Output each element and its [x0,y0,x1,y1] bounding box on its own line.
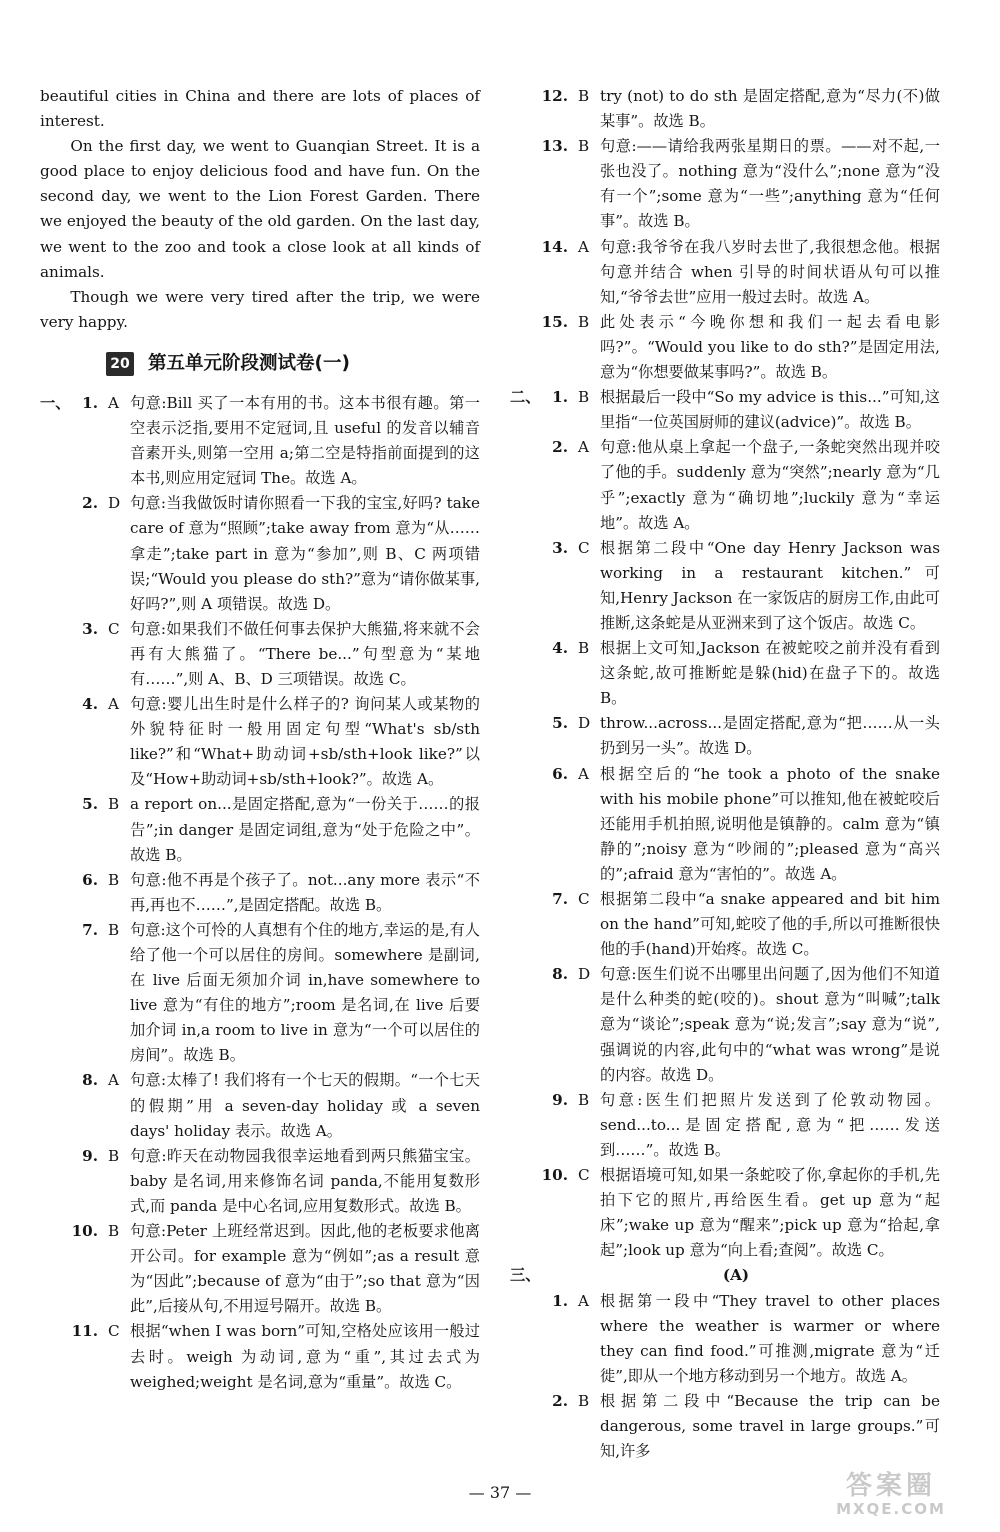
item-number: 4. [552,639,568,658]
section-label [40,1319,62,1394]
item-explanation: 句意:我爷爷在我八岁时去世了,我很想念他。根据句意并结合 when 引导的时间状语从句可以推知,“爷爷去世”应用一般过去时。故选 A。 [600,237,940,306]
answer-item [40,1144,480,1219]
answer-item [510,762,940,887]
answer-item [510,385,940,435]
watermark-line-2: MXQE.COM [836,1500,946,1518]
item-number: 9. [552,1090,568,1109]
item-explanation: 根据上文可知,Jackson 在被蛇咬之前并没有看到这条蛇,故可推断蛇是躲(hid)在盘子下的。故选 B。 [600,639,940,708]
answer-item [40,792,480,867]
item-explanation: 句意:医生们说不出哪里出问题了,因为他们不知道是什么种类的蛇(咬的)。shout 意为“叫喊”;talk 意为“谈论”;speak 意为“说;发言”;say 意为“说”,强调说的内容,此句中的“what was wrong”是说的内容。故选 D。 [600,965,940,1084]
answer-item [510,962,940,1087]
item-answer: D [578,965,591,984]
answer-item [510,1389,940,1464]
item-number: 2. [552,438,568,457]
item-explanation: 句意:Bill 买了一本有用的书。这本书很有趣。第一空表示泛指,要用不定冠词,且 useful 的发音以辅音音素开头,则第一空用 a;第二空是特指前面提到的这本书,则应用定冠词 The。故选 A。 [130,393,480,488]
item-answer: B [108,870,120,889]
item-explanation: 此处表示“今晚你想和我们一起去看电影吗?”。“Would you like to do sth?”是固定用法,意为“你想要做某事吗?”。故选 B。 [600,312,940,382]
item-explanation: 句意:昨天在动物园我很幸运地看到两只熊猫宝宝。baby 是名词,用来修饰名词 panda,不能用复数形式,而 panda 是中心名词,应用复数形式。故选 B。 [130,1146,480,1215]
answer-item [510,711,940,761]
item-answer: D [108,494,121,513]
item-number: 1. [552,1291,568,1310]
item-answer: C [578,1166,590,1185]
section-label [510,887,532,962]
item-answer: C [578,538,590,557]
item-answer: C [108,1322,120,1341]
answer-item [40,1219,480,1319]
item-answer: A [108,393,119,412]
section-label [40,1144,62,1219]
item-number: 5. [82,795,98,814]
section-label [40,918,62,1069]
section-label [510,84,532,134]
item-answer: C [578,890,590,908]
right-answer-list-1 [510,84,940,385]
section-label [40,868,62,918]
item-answer: B [108,1146,120,1165]
item-answer: A [578,764,589,783]
item-answer: D [578,714,591,733]
item-number: 2. [552,1391,568,1410]
answer-item [510,887,940,962]
item-number: 9. [82,1146,98,1165]
item-number: 13. [541,137,568,156]
answer-item [510,1289,940,1389]
answer-item [40,617,480,692]
answer-item [510,235,940,310]
item-explanation: 根据第一段中“They travel to other places where the weather is warmer or where they can find food.”可推测,migrate 意为“迁徙”,即从一个地方移动到另一个地方。故选 A。 [600,1291,940,1385]
item-explanation: throw...across...是固定搭配,意为“把……从一头扔到另一头”。故选 D。 [600,714,940,758]
item-explanation: 句意:Peter 上班经常迟到。因此,他的老板要求他离开公司。for example 意为“例如”;as a result 意为“因此”;because of 意为“由于”;so that 意为“因此”,后接从句,不用逗号隔开。故选 B。 [130,1222,480,1316]
item-number: 3. [82,619,98,638]
item-answer: B [578,388,590,407]
item-answer: A [578,237,589,256]
item-answer: A [108,695,119,714]
item-number: 1. [552,388,568,407]
section-label [510,962,532,1087]
item-explanation: 根据最后一段中“So my advice is this...”可知,这里指“一位英国厨师的建议(advice)”。故选 B。 [600,388,940,432]
intro-paragraph-1: beautiful cities in China and there are lots of places of interest. [40,87,480,131]
section-label [510,134,532,234]
item-explanation: 句意:他从桌上拿起一个盘子,一条蛇突然出现并咬了他的手。suddenly 意为“突然”;nearly 意为“几乎”;exactly 意为“确切地”;luckily 意为“幸运地”。故选 A。 [600,438,940,532]
item-explanation: 句意:他不再是个孩子了。not...any more 表示“不再,再也不……”,是固定搭配。故选 B。 [130,870,480,914]
item-number: 12. [541,87,568,105]
answer-item [510,435,940,535]
item-number: 15. [541,312,568,331]
section-label [40,792,62,867]
section-label [40,617,62,692]
item-explanation: 根据语境可知,如果一条蛇咬了你,拿起你的手机,先拍下它的照片,再给医生看。get up 意为“起床”;wake up 意为“醒来”;pick up 意为“拾起,拿起”;look up 意为“向上看;查阅”。故选 C。 [600,1166,940,1260]
section-badge: 20 [106,352,134,376]
answer-item [510,1088,940,1163]
answer-item [40,1068,480,1143]
right-answer-list-2 [510,385,940,1263]
section-label [510,762,532,887]
item-explanation: 句意:婴儿出生时是什么样子的? 询问某人或某物的外貌特征时一般用固定句型“What's sb/sth like?”和“What+助动词+sb/sth+look like?”以及“How+助动词+sb/sth+look?”。故选 A。 [130,695,480,789]
left-column [40,84,480,1395]
intro-paragraph-2: On the first day, we went to Guanqian Street. It is a good place to enjoy delicious food and have fun. On the second day, we went to the Lion Forest Garden. There we enjoyed the beauty of the old garden. On the last day, we went to the zoo and took a close look at all kinds of animals. [40,137,480,281]
answer-item [40,868,480,918]
section-label [40,1068,62,1143]
item-explanation: 句意:医生们把照片发送到了伦敦动物园。send...to...是固定搭配,意为“把……发送到……”。故选 B。 [600,1090,940,1159]
item-answer: B [578,137,590,156]
item-number: 7. [82,920,98,939]
item-answer: B [108,920,120,939]
item-number: 8. [552,965,568,984]
item-answer: B [578,1391,590,1410]
item-number: 11. [71,1322,98,1341]
page-number: — 37 — [468,1483,532,1502]
item-explanation: 根据第二段中“a snake appeared and bit him on the hand”可知,蛇咬了他的手,所以可推断很快他的手(hand)开始疼。故选 C。 [600,890,940,959]
left-answer-list [40,391,480,1395]
item-number: 4. [82,695,98,714]
item-number: 10. [71,1222,98,1241]
section-three-label: 三、 [510,1266,541,1285]
answer-item [510,310,940,385]
item-explanation: 句意:——请给我两张星期日的票。——对不起,一张也没了。nothing 意为“没什么”;none 意为“没有一个”;some 意为“一些”;anything 意为“任何事”。故选 B。 [600,137,940,231]
section-label [40,692,62,792]
item-number: 8. [82,1071,98,1090]
item-explanation: try (not) to do sth 是固定搭配,意为“尽力(不)做某事”。故选 B。 [600,87,940,131]
watermark-logo [796,1472,986,1522]
item-answer: B [578,312,590,331]
item-number: 6. [552,764,568,783]
section-label: 二、 [510,388,541,407]
answer-item [510,84,940,134]
intro-paragraph-3: Though we were very tired after the trip, we were very happy. [40,287,480,331]
item-explanation: 根据第二段中“One day Henry Jackson was working in a restaurant kitchen.”可知,Henry Jackson 在一家饭店的厨房工作,由此可推断,这条蛇是从亚洲来到了这个饭店。故选 C。 [600,538,940,632]
answer-item [510,1163,940,1263]
right-column [510,84,940,1464]
answer-item [40,692,480,792]
item-explanation: 句意:这个可怜的人真想有个住的地方,幸运的是,有人给了他一个可以居住的房间。somewhere 是副词,在 live 后面无须加介词 in,have somewhere to live 意为“有住的地方”;room 是名词,在 live 后要加介词 in,a room to live in 意为“一个可以居住的房间”。故选 B。 [130,920,480,1065]
item-explanation: 句意:如果我们不做任何事去保护大熊猫,将来就不会再有大熊猫了。“There be...”句型意为“某地有……”,则 A、B、D 三项错误。故选 C。 [130,619,480,688]
item-answer: B [578,1090,590,1109]
section-label [510,1088,532,1163]
answer-item [40,491,480,616]
item-answer: A [578,438,589,457]
section-label [510,711,532,761]
answer-item [40,1319,480,1394]
section-label [510,435,532,535]
item-number: 3. [552,538,568,557]
item-answer: B [578,639,590,658]
item-answer: A [108,1071,119,1090]
item-explanation: 根据“when I was born”可知,空格处应该用一般过去时。weigh 为动词,意为“重”,其过去式为 weighed;weight 是名词,意为“重量”。故选 C。 [130,1322,480,1391]
section-title-text: 第五单元阶段测试卷(一) [148,353,350,375]
item-number: 5. [552,714,568,733]
section-label [510,1163,532,1263]
item-answer: B [108,1222,120,1241]
item-explanation: 根据空后的“he took a photo of the snake with his mobile phone”可以推知,他在被蛇咬后还能用手机拍照,说明他是镇静的。calm 意为“镇静的”;noisy 意为“吵闹的”;pleased 意为“高兴的”;afraid 意为“害怕的”。故选 A。 [600,764,940,883]
item-number: 2. [82,494,98,513]
section-three-header [510,1263,940,1288]
section-label [40,1219,62,1319]
answer-item [40,391,480,491]
item-explanation: 句意:太棒了! 我们将有一个七天的假期。“一个七天的假期”用 a seven-day holiday 或 a seven days' holiday 表示。故选 A。 [130,1071,480,1140]
answer-item [510,536,940,636]
item-number: 10. [541,1166,568,1185]
watermark-line-1: 答案圈 [845,1471,936,1501]
item-number: 1. [82,393,98,412]
section-label [510,1289,532,1389]
item-number: 7. [552,890,568,908]
section-label [510,1389,532,1464]
item-number: 6. [82,870,98,889]
item-answer: A [578,1291,589,1310]
item-explanation: 句意:当我做饭时请你照看一下我的宝宝,好吗? take care of 意为“照顾”;take away from 意为“从……拿走”;take part in 意为“参加”,则 B、C 两项错误;“Would you please do sth?”意为“请你做某事,好吗?”,则 A 项错误。故选 D。 [130,494,480,613]
section-label [510,310,532,385]
section-label [40,491,62,616]
item-explanation: a report on...是固定搭配,意为“一份关于……的报告”;in danger 是固定词组,意为“处于危险之中”。故选 B。 [130,795,480,864]
section-label [510,536,532,636]
answer-item [510,636,940,711]
section-label: 一、 [40,393,71,412]
answer-item [40,918,480,1069]
item-answer: B [578,87,590,105]
section-label [510,235,532,310]
item-explanation: 根据第二段中“Because the trip can be dangerous, some travel in large groups.”可知,许多 [600,1391,940,1461]
right-answer-list-3 [510,1289,940,1465]
item-answer: C [108,619,120,638]
section-title [40,347,480,381]
section-three-sub: (A) [722,1266,750,1285]
section-label [510,636,532,711]
item-answer: B [108,795,120,814]
item-number: 14. [541,237,568,256]
answer-item [510,134,940,234]
